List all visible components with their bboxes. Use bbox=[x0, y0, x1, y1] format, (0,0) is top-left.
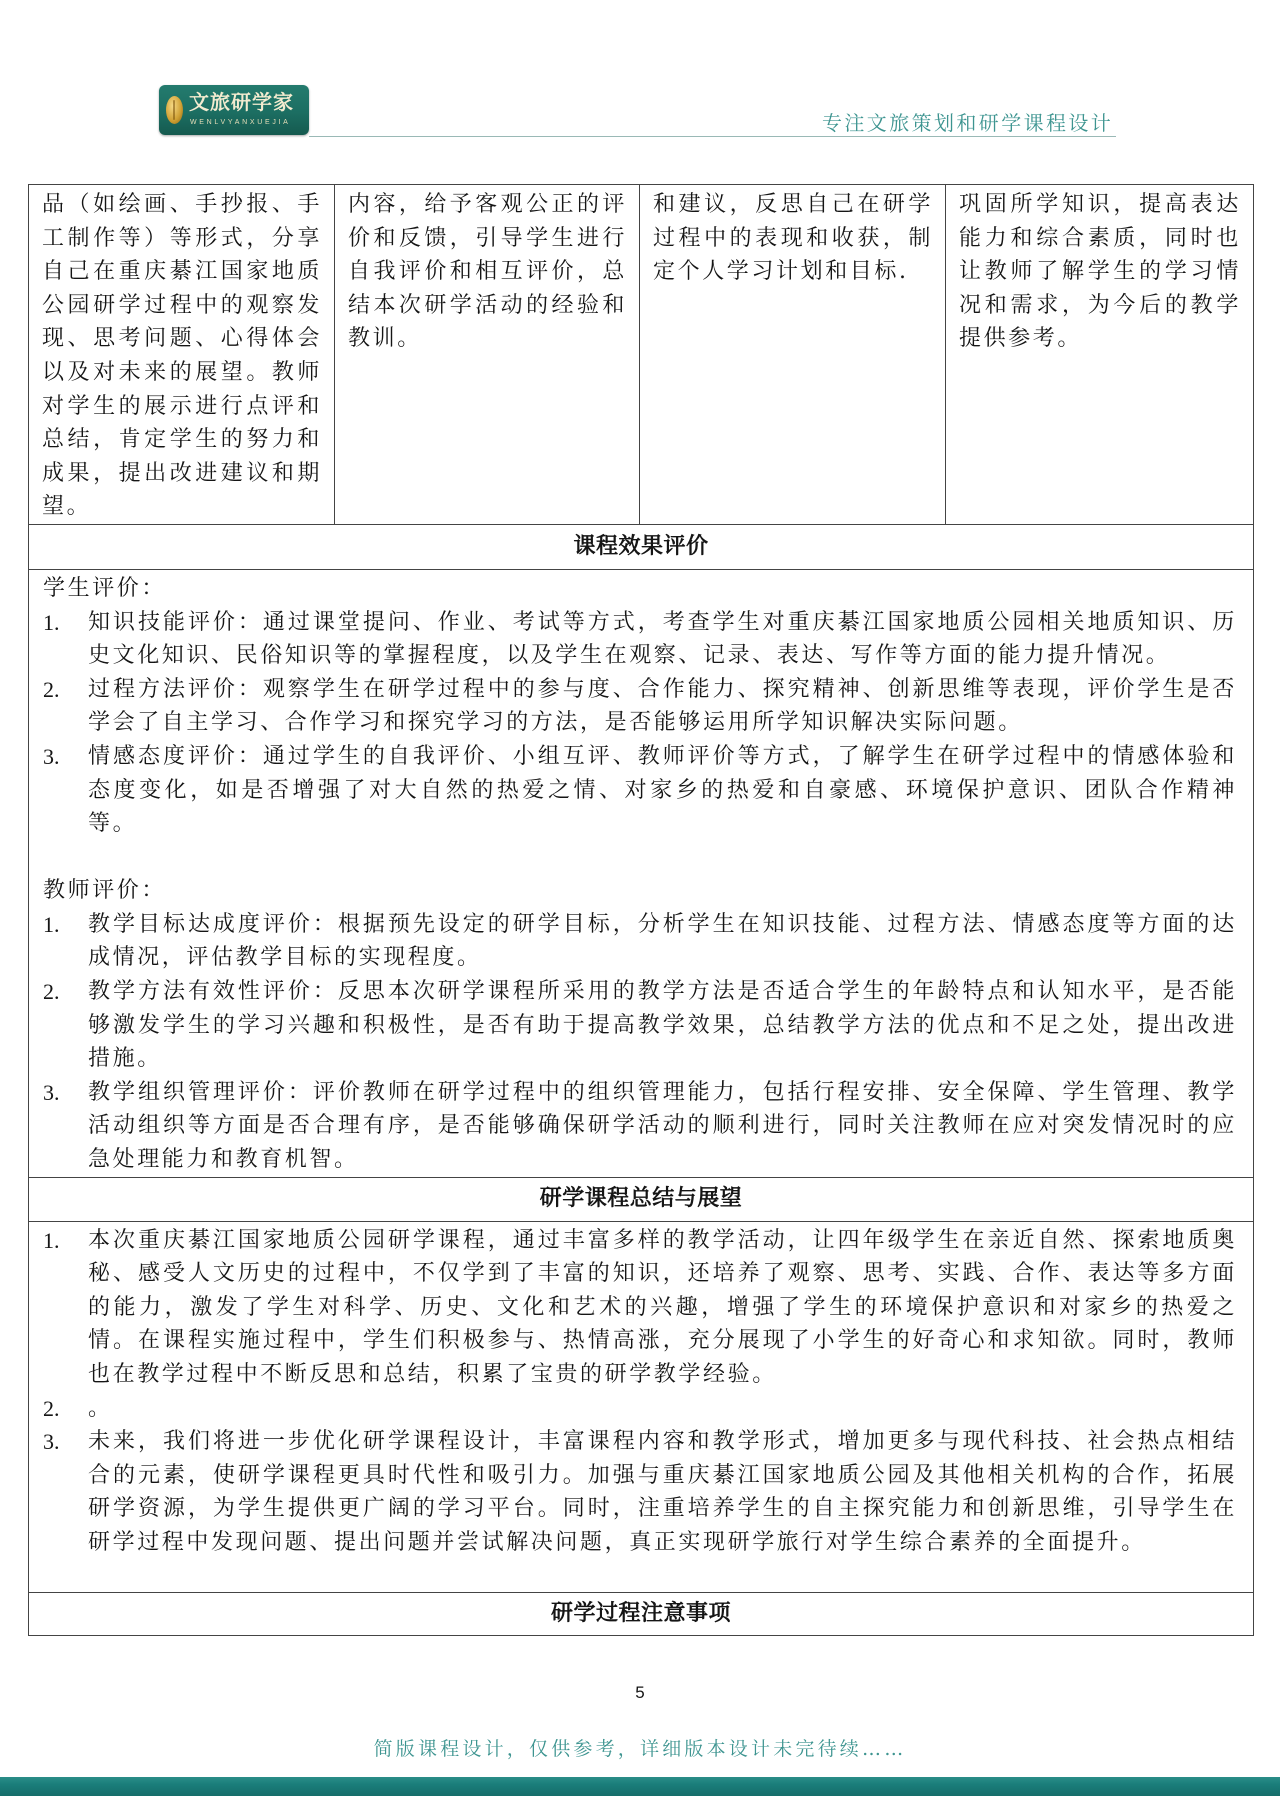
blank-line bbox=[43, 841, 1237, 875]
logo-subtitle: WENLVYANXUEJIA bbox=[190, 119, 291, 126]
list-item bbox=[43, 740, 1237, 841]
section-header-row bbox=[29, 524, 1254, 569]
section-title: 课程效果评价 bbox=[573, 533, 709, 559]
logo-emblem-icon bbox=[166, 96, 183, 124]
list-text: 教学方法有效性评价：反思本次研学课程所采用的教学方法是否适合学生的年龄特点和认知水平，是否能够激发学生的学习兴趣和积极性，是否有助于提高教学效果，总结教学方法的优点和不足之处，提出改进措施。 bbox=[88, 979, 1237, 1072]
list-number: 3. bbox=[43, 1429, 60, 1455]
evaluation-content-row bbox=[29, 569, 1254, 1177]
list-item bbox=[43, 1224, 1237, 1392]
continued-activity-row bbox=[29, 185, 1254, 525]
section-heading-evaluation bbox=[29, 524, 1254, 569]
list-item bbox=[43, 1076, 1237, 1177]
list-number: 2. bbox=[43, 1395, 60, 1421]
cell-text-col2: 内容，给予客观公正的评价和反馈，引导学生进行自我评价和相互评价，总结本次研学活动的经验和教训。 bbox=[348, 192, 627, 352]
list-number: 1. bbox=[43, 609, 60, 635]
course-design-table bbox=[28, 184, 1254, 1636]
section-heading-summary bbox=[29, 1177, 1254, 1221]
section-title: 研学过程注意事项 bbox=[550, 1600, 731, 1626]
list-item bbox=[43, 908, 1237, 975]
list-number: 1. bbox=[43, 1227, 60, 1253]
list-number: 3. bbox=[43, 743, 60, 769]
section-heading-precautions bbox=[29, 1592, 1254, 1635]
list-number: 2. bbox=[43, 979, 60, 1005]
evaluation-content-cell bbox=[29, 569, 1254, 1177]
list-text: 教学组织管理评价：评价教师在研学过程中的组织管理能力，包括行程安排、安全保障、学生管理、教学活动组织等方面是否合理有序，是否能够确保研学活动的顺利进行，同时关注教师在应对突发情况时的应急处理能力和教育机智。 bbox=[88, 1079, 1237, 1173]
footer-band bbox=[0, 1777, 1280, 1796]
list-number: 1. bbox=[43, 911, 60, 937]
list-item bbox=[43, 975, 1237, 1076]
cell-text-col4: 巩固所学知识，提高表达能力和综合素质，同时也让教师了解学生的学习情况和需求，为今后的教学提供参考。 bbox=[959, 192, 1241, 352]
cell-text-col1: 品（如绘画、手抄报、手工制作等）等形式，分享自己在重庆綦江国家地质公园研学过程中的观察发现、思考问题、心得体会以及对未来的展望。教师对学生的展示进行点评和总结，肯定学生的努力和成果，提出改进建议和期望。 bbox=[42, 192, 322, 520]
table-cell bbox=[29, 185, 335, 525]
teacher-evaluation-heading: 教师评价： bbox=[43, 878, 167, 904]
header-divider bbox=[309, 136, 1116, 137]
list-text: 。 bbox=[88, 1395, 113, 1421]
header-tagline: 专注文旅策划和研学课程设计 bbox=[822, 111, 1114, 135]
brand-logo bbox=[159, 85, 309, 135]
page-number: 5 bbox=[635, 1683, 645, 1702]
list-item bbox=[43, 673, 1237, 740]
list-number: 3. bbox=[43, 1079, 60, 1105]
footer-note: 简版课程设计，仅供参考，详细版本设计未完待续…… bbox=[373, 1738, 907, 1760]
summary-content-row bbox=[29, 1221, 1254, 1592]
table-cell bbox=[335, 185, 640, 525]
section-header-row bbox=[29, 1592, 1254, 1635]
list-text: 知识技能评价：通过课堂提问、作业、考试等方式，考查学生对重庆綦江国家地质公园相关地质知识、历史文化知识、民俗知识等的掌握程度，以及学生在观察、记录、表达、写作等方面的能力提升情况。 bbox=[88, 609, 1237, 669]
list-item bbox=[43, 1425, 1237, 1559]
table-cell bbox=[640, 185, 946, 525]
list-text: 过程方法评价：观察学生在研学过程中的参与度、合作能力、探究精神、创新思维等表现，评价学生是否学会了自主学习、合作学习和探究学习的方法，是否能够运用所学知识解决实际问题。 bbox=[88, 676, 1237, 736]
list-item bbox=[43, 606, 1237, 673]
list-item bbox=[43, 1392, 1237, 1426]
student-evaluation-heading: 学生评价： bbox=[43, 575, 167, 601]
summary-content-cell bbox=[29, 1221, 1254, 1592]
list-text: 本次重庆綦江国家地质公园研学课程，通过丰富多样的教学活动，让四年级学生在亲近自然、探索地质奥秘、感受人文历史的过程中，不仅学到了丰富的知识，还培养了观察、思考、实践、合作、表达等多方面的能力，激发了学生对科学、历史、文化和艺术的兴趣，增强了学生的环境保护意识和对家乡的热爱之情。在课程实施过程中，学生们积极参与、热情高涨，充分展现了小学生的好奇心和求知欲。同时，教师也在教学过程中不断反思和总结，积累了宝贵的研学教学经验。 bbox=[88, 1227, 1237, 1387]
list-text: 教学目标达成度评价：根据预先设定的研学目标，分析学生在知识技能、过程方法、情感态度等方面的达成情况，评估教学目标的实现程度。 bbox=[88, 911, 1237, 971]
section-title: 研学课程总结与展望 bbox=[539, 1186, 743, 1212]
list-text: 情感态度评价：通过学生的自我评价、小组互评、教师评价等方式，了解学生在研学过程中的情感体验和态度变化，如是否增强了对大自然的热爱之情、对家乡的热爱和自豪感、环境保护意识、团队合作精神等。 bbox=[88, 743, 1237, 837]
cell-text-col3: 和建议，反思自己在研学过程中的表现和收获，制定个人学习计划和目标. bbox=[653, 192, 933, 285]
list-number: 2. bbox=[43, 676, 60, 702]
logo-title: 文旅研学家 bbox=[189, 90, 294, 114]
table-cell bbox=[946, 185, 1254, 525]
list-text: 未来，我们将进一步优化研学课程设计，丰富课程内容和教学形式，增加更多与现代科技、社会热点相结合的元素，使研学课程更具时代性和吸引力。加强与重庆綦江国家地质公园及其他相关机构的合作，拓展研学资源，为学生提供更广阔的学习平台。同时，注重培养学生的自主探究能力和创新思维，引导学生在研学过程中发现问题、提出问题并尝试解决问题，真正实现研学旅行对学生综合素养的全面提升。 bbox=[88, 1429, 1237, 1555]
section-header-row bbox=[29, 1177, 1254, 1221]
